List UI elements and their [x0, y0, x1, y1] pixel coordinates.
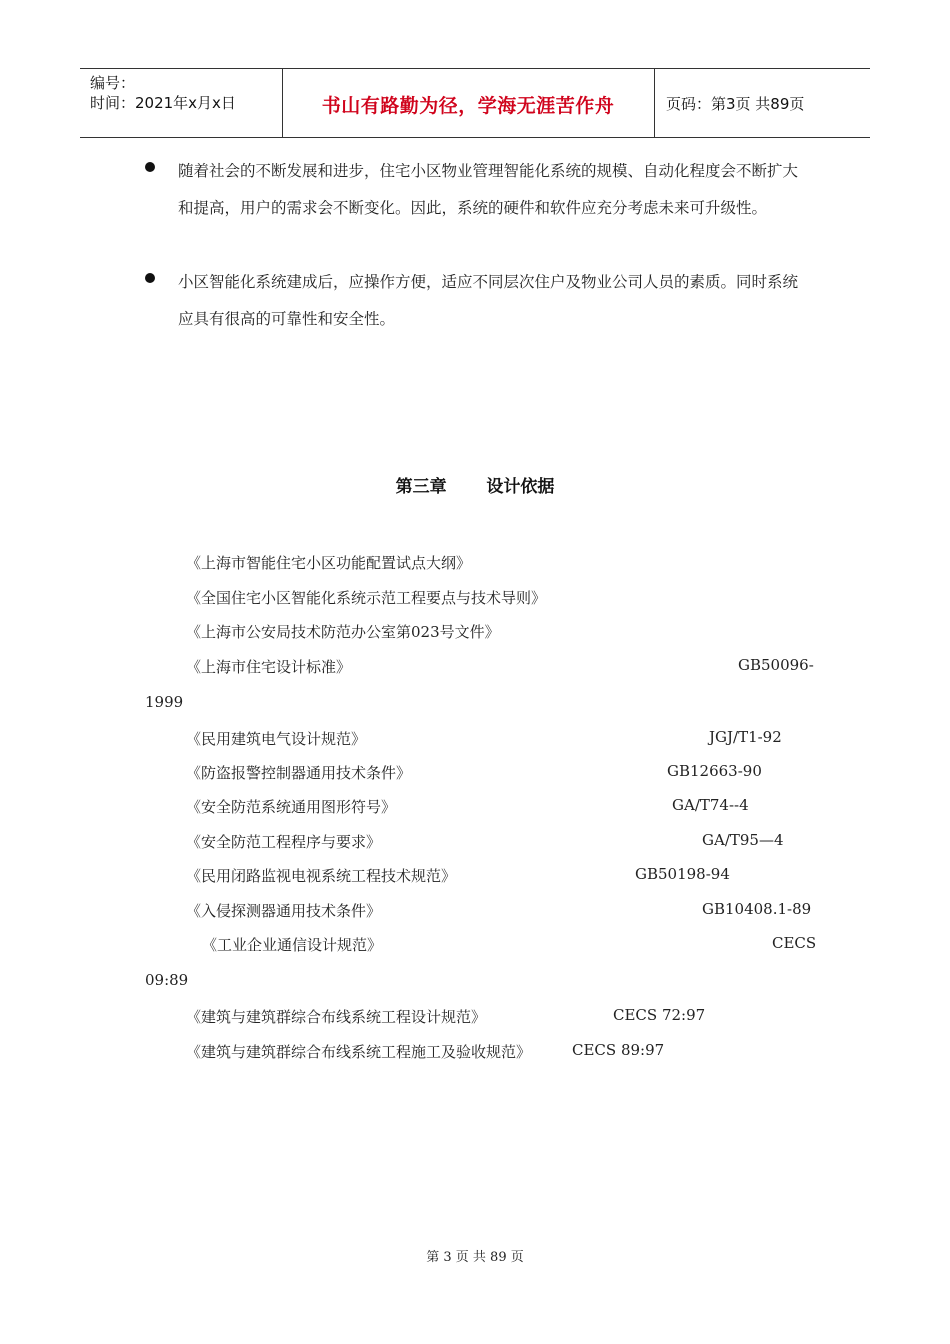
chapter-number: 第三章 — [395, 477, 447, 497]
reference-code: JGJ/T1-92 — [709, 728, 782, 746]
header-page-info: 页码：第3页 共89页 — [666, 95, 805, 113]
bullet-text: 小区智能化系统建成后，应操作方便，适应不同层次住户及物业公司人员的素质。同时系统应具有很高的可靠性和安全性。 — [178, 273, 799, 328]
reference-code: GB12663-90 — [667, 762, 762, 780]
reference-code-continued: 1999 — [145, 693, 184, 711]
header-divider — [654, 69, 655, 137]
reference-code: GA/T74--4 — [672, 796, 749, 814]
reference-code-continued: 09:89 — [145, 971, 189, 989]
bullet-icon — [145, 273, 155, 283]
reference-title: 《民用闭路监视电视系统工程技术规范》 — [186, 867, 457, 885]
document-time-label: 时间：2021年x月x日 — [90, 94, 236, 112]
bullet-icon — [145, 162, 155, 172]
reference-code: CECS — [772, 934, 817, 952]
reference-code: GA/T95—4 — [702, 831, 784, 849]
reference-title: 《建筑与建筑群综合布线系统工程施工及验收规范》 — [186, 1043, 532, 1061]
reference-title: 《全国住宅小区智能化系统示范工程要点与技术导则》 — [186, 589, 547, 607]
bullet-text: 随着社会的不断发展和进步，住宅小区物业管理智能化系统的规模、自动化程度会不断扩大和提高，用户的需求会不断变化。因此，系统的硬件和软件应充分考虑未来可升级性。 — [178, 162, 799, 217]
reference-title: 《入侵探测器通用技术条件》 — [186, 902, 382, 920]
reference-code: CECS 72:97 — [613, 1006, 706, 1024]
reference-title: 《防盗报警控制器通用技术条件》 — [186, 764, 412, 782]
reference-code: GB50198-94 — [635, 865, 730, 883]
page-header — [80, 68, 870, 138]
chapter-title: 设计依据 — [486, 477, 555, 497]
header-motto: 书山有路勤为径，学海无涯苦作舟 — [321, 95, 615, 117]
reference-title: 《建筑与建筑群综合布线系统工程设计规范》 — [186, 1008, 487, 1026]
page-footer: 第 3 页 共 89 页 — [426, 1250, 524, 1265]
reference-title: 《安全防范系统通用图形符号》 — [186, 798, 397, 816]
reference-title: 《上海市住宅设计标准》 — [186, 658, 352, 676]
reference-title: 《工业企业通信设计规范》 — [202, 936, 383, 954]
reference-title: 《安全防范工程程序与要求》 — [186, 833, 382, 851]
reference-code: GB50096- — [738, 656, 814, 674]
reference-title: 《上海市智能住宅小区功能配置试点大纲》 — [186, 554, 472, 572]
header-meta — [90, 73, 236, 113]
document-number-label: 编号： — [90, 74, 136, 92]
reference-code: CECS 89:97 — [572, 1041, 665, 1059]
reference-title: 《民用建筑电气设计规范》 — [186, 730, 367, 748]
chapter-heading — [0, 472, 950, 497]
reference-title: 《上海市公安局技术防范办公室第023号文件》 — [186, 623, 500, 641]
reference-code: GB10408.1-89 — [702, 900, 812, 918]
